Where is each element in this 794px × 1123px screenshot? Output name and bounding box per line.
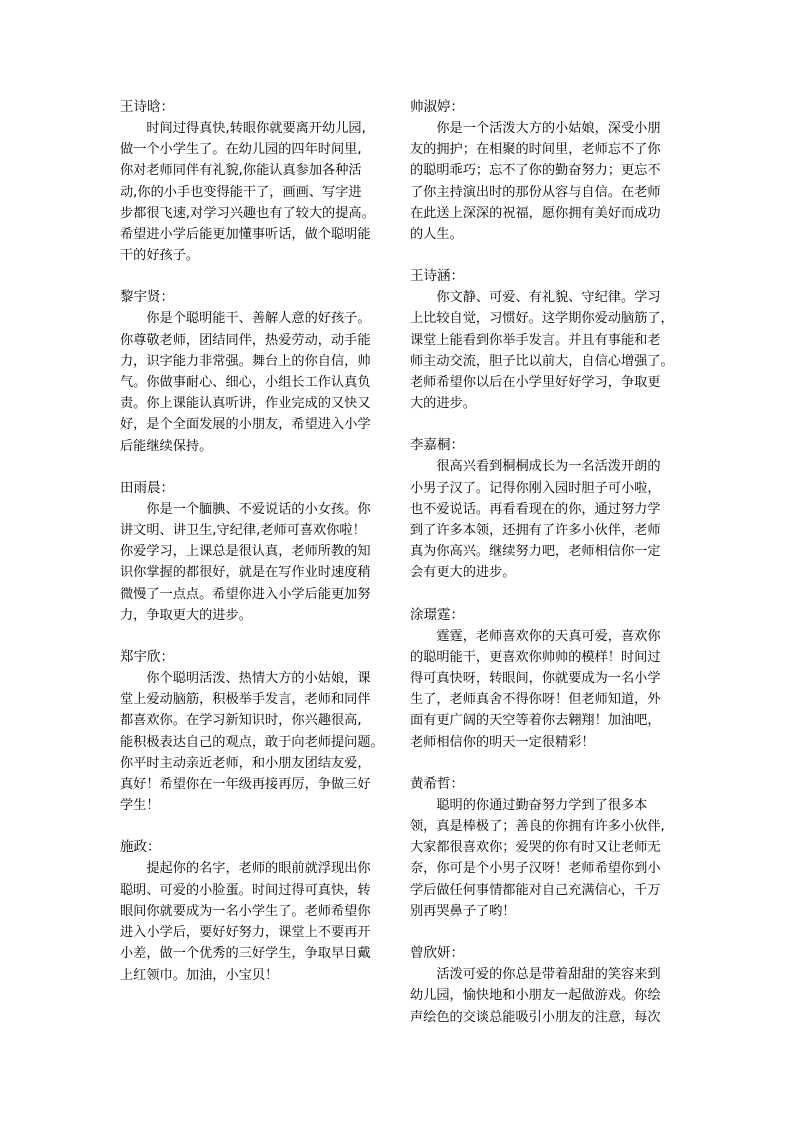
- comment-line: 大家都很喜欢你；爱哭的你有时又让老师无: [410, 840, 661, 856]
- comment-line: 得可真快呀，转眼间，你就要成为一名小学: [410, 671, 661, 687]
- comment-line: 动,你的小手也变得能干了，画画、写字进: [120, 184, 362, 200]
- comment-line: 进入小学后，要好好努力，课堂上不要再开: [120, 925, 371, 941]
- comment-line: 小男子汉了。记得你刚入园时胆子可小啦，: [410, 480, 661, 496]
- comment-line: 力，识字能力非常强。舞台上的你自信，帅: [120, 353, 371, 369]
- student-name: 王诗涵：: [410, 268, 464, 285]
- comment-line: 课堂上能看到你举手发言。并且有事能和老: [410, 332, 661, 348]
- comment-line: 你文静、可爱、有礼貌、守纪律。学习: [410, 290, 661, 306]
- comment-line: 会有更大的进步。: [410, 565, 516, 581]
- student-name: 黄希哲：: [410, 775, 464, 792]
- comment-line: 面有更广阔的天空等着你去翱翔！加油吧，: [410, 713, 661, 729]
- comment-entry: [410, 96, 682, 245]
- comment-line: 你个聪明活泼、热情大方的小姑娘，课: [120, 671, 371, 687]
- comment-line: 你尊敬老师，团结同伴，热爱劳动，动手能: [120, 332, 371, 348]
- right-column: [410, 96, 682, 1028]
- comment-line: 气。你做事耐心、细心，小组长工作认真负: [120, 375, 371, 391]
- comment-line: 声绘色的交谈总能吸引小朋友的注意，每次: [410, 1009, 661, 1025]
- comment-line: 上比较自觉，习惯好。这学期你爱动脑筋了，: [410, 311, 674, 327]
- comment-entry: [120, 836, 392, 985]
- comment-line: 领，真是棒极了；善良的你拥有许多小伙伴,: [410, 819, 665, 835]
- comment-entry: [410, 604, 682, 753]
- comment-line: 讲文明、讲卫生,守纪律,老师可喜欢你啦！: [120, 523, 366, 539]
- student-name: 王诗晗：: [120, 99, 174, 115]
- comment-line: 老师相信你的明天一定很精彩！: [410, 734, 595, 750]
- comment-line: 的人生。: [410, 227, 463, 243]
- comment-text: [410, 287, 682, 414]
- comment-line: 在此送上深深的祝福，愿你拥有美好而成功: [410, 205, 661, 221]
- comment-text: [120, 858, 392, 985]
- comment-line: 你对老师同伴有礼貌,你能认真参加各种活: [120, 163, 362, 179]
- comment-line: 眼间你就要成为一名小学生了。老师希望你: [120, 903, 371, 919]
- comment-line: 生了，老师真舍不得你呀！但老师知道，外: [410, 692, 661, 708]
- comment-entry: [120, 646, 392, 816]
- comment-line: 学后做任何事情都能对自己充满信心，千万: [410, 882, 661, 898]
- comment-line: 了你主持演出时的那份从容与自信。在老师: [410, 184, 661, 200]
- comment-entry: [410, 773, 682, 922]
- comment-line: 你是个聪明能干、善解人意的好孩子。: [120, 311, 371, 327]
- comment-text: [120, 118, 392, 266]
- comment-line: 你平时主动亲近老师，和小朋友团结友爱，: [120, 755, 371, 771]
- comment-entry: [120, 286, 392, 456]
- comment-line: 别再哭鼻子了哟！: [410, 903, 516, 919]
- student-name: 涂璟霆：: [410, 606, 464, 623]
- comment-line: 你是一个腼腆、不爱说话的小女孩。你: [120, 501, 371, 517]
- comment-line: 的聪明能干，更喜欢你帅帅的模样！时间过: [410, 649, 661, 665]
- comment-line: 很高兴看到桐桐成长为一名活泼开朗的: [410, 459, 661, 475]
- comment-line: 真好！希望你在一年级再接再厉，争做三好: [120, 777, 371, 793]
- comment-line: 奈，你可是个小男子汉呀！老师希望你到小: [410, 861, 661, 877]
- comment-line: 小差，做一个优秀的三好学生，争取早日戴: [120, 946, 371, 962]
- comment-line: 后能继续保持。: [120, 438, 213, 454]
- student-name: 帅淑婷：: [410, 99, 464, 115]
- comment-line: 识你掌握的都很好，就是在写作业时速度稍: [120, 565, 371, 581]
- comment-text: [410, 626, 682, 753]
- comment-entry: [410, 942, 682, 1028]
- comment-line: 也不爱说话。再看看现在的你，通过努力学: [410, 501, 661, 517]
- comment-line: 都喜欢你。在学习新知识时，你兴趣很高,: [120, 713, 362, 729]
- comment-line: 学生！: [120, 798, 160, 814]
- comment-line: 步都很飞速,对学习兴趣也有了较大的提高。: [120, 205, 375, 221]
- student-name: 施政：: [120, 839, 161, 856]
- comment-line: 霆霆，老师喜欢你的天真可爱，喜欢你: [410, 628, 661, 644]
- comment-text: [410, 964, 682, 1028]
- comment-text: [120, 499, 392, 626]
- comment-line: 你是一个活泼大方的小姑娘，深受小朋: [410, 121, 661, 136]
- comment-line: 聪明的你通过勤奋努力学到了很多本: [410, 797, 648, 813]
- comment-text: [120, 668, 392, 816]
- student-name: 曾欣妍：: [410, 945, 464, 962]
- comment-entry: [120, 96, 392, 266]
- comment-line: 的聪明乖巧；忘不了你的勤奋努力；更忘不: [410, 163, 661, 179]
- comment-line: 幼儿园，愉快地和小朋友一起做游戏。你绘: [410, 988, 661, 1004]
- comment-entry: [410, 265, 682, 414]
- comment-text: [410, 118, 682, 245]
- comment-line: 友的拥护；在相聚的时间里，老师忘不了你: [410, 142, 661, 158]
- comment-line: 到了许多本领，还拥有了许多小伙伴，老师: [410, 523, 661, 539]
- comment-text: [120, 308, 392, 456]
- left-column: [120, 96, 392, 986]
- comment-line: 你爱学习，上课总是很认真，老师所教的知: [120, 544, 371, 560]
- comment-line: 真为你高兴。继续努力吧，老师相信你一定: [410, 544, 661, 560]
- student-name: 李嘉桐：: [410, 437, 464, 454]
- comment-line: 大的进步。: [410, 396, 476, 412]
- comment-line: 提起你的名字，老师的眼前就浮现出你: [120, 861, 371, 877]
- comment-entry: [410, 434, 682, 583]
- comment-text: [410, 795, 682, 922]
- comment-line: 老师希望你以后在小学里好好学习，争取更: [410, 375, 661, 391]
- comment-text: [410, 456, 682, 583]
- comment-line: 希望进小学后能更加懂事听话，做个聪明能: [120, 227, 371, 243]
- student-name: 郑宇欣：: [120, 649, 174, 666]
- student-name: 田雨晨：: [120, 479, 174, 496]
- student-name: 黎宇贤：: [120, 289, 174, 306]
- comment-line: 能积极表达自己的观点，敢于向老师提问题。: [120, 734, 384, 750]
- comment-entry: [120, 477, 392, 626]
- comment-line: 做一个小学生了。在幼儿园的四年时间里,: [120, 142, 362, 158]
- comment-line: 力，争取更大的进步。: [120, 607, 252, 623]
- comment-line: 责。你上课能认真听讲，作业完成的又快又: [120, 396, 371, 412]
- comment-line: 师主动交流，胆子比以前大，自信心增强了。: [410, 353, 674, 369]
- comment-line: 聪明、可爱的小脸蛋。时间过得可真快，转: [120, 882, 371, 898]
- comment-line: 活泼可爱的你总是带着甜甜的笑容来到: [410, 967, 661, 983]
- comment-line: 好，是个全面发展的小朋友，希望进入小学: [120, 417, 371, 433]
- comment-line: 时间过得真快,转眼你就要离开幼儿园,: [120, 121, 366, 136]
- comment-line: 微慢了一点点。希望你进入小学后能更加努: [120, 586, 371, 602]
- comment-line: 堂上爱动脑筋，积极举手发言，老师和同伴: [120, 692, 371, 708]
- comment-line: 上红领巾。加油，小宝贝！: [120, 967, 279, 983]
- comment-line: 干的好孩子。: [120, 248, 200, 264]
